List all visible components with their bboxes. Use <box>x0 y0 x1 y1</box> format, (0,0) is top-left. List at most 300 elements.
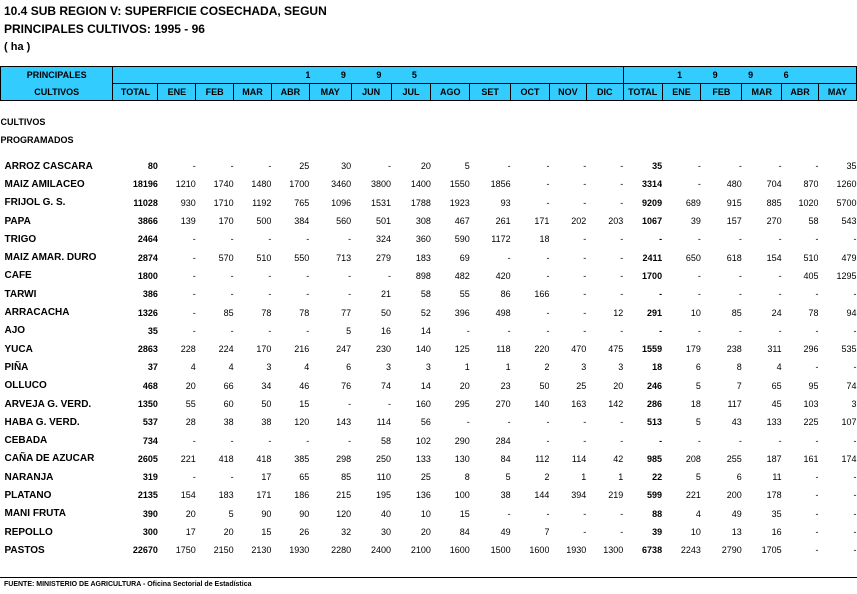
value-cell: 50 <box>539 380 550 391</box>
value-cell: 3 <box>425 362 431 373</box>
total-cell: 2605 <box>137 453 158 464</box>
section-heading-row <box>1 113 857 131</box>
value-cell: 77 <box>341 307 352 318</box>
value-cell: - <box>697 435 701 446</box>
header-1995-oct: OCT <box>511 84 550 101</box>
value-cell: 58 <box>420 289 431 300</box>
value-cell: - <box>348 234 352 245</box>
value-cell: 4 <box>304 362 310 373</box>
total-cell: 6738 <box>642 545 663 556</box>
value-cell: 224 <box>218 344 234 355</box>
table-row <box>1 431 857 449</box>
value-cell: 34 <box>261 380 272 391</box>
value-cell: 65 <box>299 472 310 483</box>
table-subtitle: PRINCIPALES CULTIVOS: 1995 - 96 <box>4 22 205 36</box>
value-cell: - <box>815 362 819 373</box>
total-cell: 468 <box>142 380 158 391</box>
value-cell: - <box>507 325 511 336</box>
value-cell: - <box>853 234 857 245</box>
header-1996-ene: ENE <box>662 84 701 101</box>
total-cell: 300 <box>142 527 158 538</box>
value-cell: - <box>583 161 587 172</box>
value-cell: - <box>583 307 587 318</box>
value-cell: - <box>853 472 857 483</box>
value-cell: 1930 <box>289 545 310 556</box>
value-cell: 50 <box>381 307 392 318</box>
total-cell: 18196 <box>132 179 158 190</box>
value-cell: 5 <box>695 472 701 483</box>
value-cell: - <box>348 270 352 281</box>
value-cell: 38 <box>223 417 234 428</box>
total-cell: 11028 <box>133 197 158 208</box>
total-cell: 291 <box>647 307 663 318</box>
value-cell: - <box>306 270 310 281</box>
value-cell: 3460 <box>331 179 352 190</box>
value-cell: 154 <box>766 252 782 263</box>
value-cell: 535 <box>841 344 857 355</box>
crop-name: PASTOS <box>4 544 45 556</box>
value-cell: 69 <box>459 252 470 263</box>
header-1995-ago: AGO <box>431 84 470 101</box>
value-cell: - <box>388 399 392 409</box>
value-cell: - <box>697 161 701 172</box>
value-cell: 2280 <box>331 545 352 556</box>
value-cell: 311 <box>767 344 782 355</box>
value-cell: - <box>620 417 624 428</box>
value-cell: 114 <box>376 417 392 428</box>
value-cell: 2 <box>544 362 550 373</box>
header-1995-feb: FEB <box>196 84 234 101</box>
value-cell: 1550 <box>449 179 470 190</box>
total-cell: 319 <box>142 472 158 483</box>
value-cell: 396 <box>454 307 470 318</box>
value-cell: - <box>546 325 550 336</box>
value-cell: - <box>192 270 196 281</box>
value-cell: 230 <box>375 344 392 355</box>
value-cell: 308 <box>415 216 431 227</box>
value-cell: 2130 <box>251 545 272 556</box>
value-cell: 1480 <box>251 179 272 190</box>
value-cell: 510 <box>803 252 819 263</box>
value-cell: 270 <box>766 216 782 227</box>
value-cell: 100 <box>454 490 470 501</box>
value-cell: 13 <box>731 527 742 538</box>
value-cell: 187 <box>766 453 782 464</box>
section-heading-row <box>1 131 857 149</box>
value-cell: 1 <box>618 472 624 483</box>
value-cell: 15 <box>459 508 470 519</box>
value-cell: - <box>620 197 624 208</box>
header-1995-mar: MAR <box>234 84 272 101</box>
crop-name: CEBADA <box>4 435 48 447</box>
value-cell: - <box>230 234 234 245</box>
value-cell: - <box>778 161 782 172</box>
value-cell: 133 <box>415 453 431 464</box>
value-cell: 1 <box>581 472 587 483</box>
value-cell: - <box>192 161 196 172</box>
crop-name: ARVEJA G. VERD. <box>4 398 92 410</box>
crop-name: AJO <box>4 325 26 337</box>
value-cell: - <box>546 197 550 208</box>
value-cell: 284 <box>495 435 511 446</box>
crop-name: MAIZ AMILACEO <box>4 178 85 190</box>
value-cell: - <box>546 307 550 318</box>
value-cell: - <box>583 325 587 336</box>
value-cell: - <box>348 399 352 409</box>
value-cell: 39 <box>690 216 701 227</box>
table-row <box>1 175 857 193</box>
total-cell: 1350 <box>137 399 158 409</box>
value-cell: - <box>620 289 624 300</box>
crop-area-table <box>0 66 857 560</box>
value-cell: 885 <box>766 197 782 208</box>
value-cell: - <box>583 252 587 263</box>
value-cell: 157 <box>726 216 742 227</box>
value-cell: - <box>738 435 742 446</box>
value-cell: - <box>697 289 701 300</box>
value-cell: 166 <box>534 289 550 300</box>
header-1995-ene: ENE <box>158 84 196 101</box>
value-cell: 479 <box>841 252 857 263</box>
value-cell: 216 <box>294 344 310 355</box>
crop-name: TARWI <box>4 288 37 300</box>
value-cell: 498 <box>495 307 511 318</box>
value-cell: 171 <box>256 490 272 501</box>
value-cell: 25 <box>299 161 310 172</box>
table-row <box>1 340 857 358</box>
value-cell: 1172 <box>491 234 511 245</box>
total-cell: 537 <box>142 417 158 428</box>
value-cell: 221 <box>180 453 196 464</box>
value-cell: 3 <box>851 399 857 409</box>
value-cell: 2790 <box>721 545 742 556</box>
crop-name: PLATANO <box>4 489 52 501</box>
value-cell: 174 <box>841 453 857 464</box>
value-cell: 405 <box>803 270 819 281</box>
total-cell: - <box>659 289 663 300</box>
value-cell: 5700 <box>836 197 857 208</box>
source-note: FUENTE: MINISTERIO DE AGRICULTURA - Oficina Sectorial de Estadística <box>4 581 252 588</box>
value-cell: - <box>815 472 819 483</box>
table-row <box>1 267 857 285</box>
value-cell: 247 <box>336 344 352 355</box>
value-cell: 74 <box>381 380 392 391</box>
value-cell: - <box>620 325 624 336</box>
value-cell: 40 <box>381 508 392 519</box>
value-cell: - <box>815 161 819 172</box>
value-cell: - <box>853 435 857 446</box>
total-cell: 39 <box>652 527 663 538</box>
value-cell: 1 <box>464 362 470 373</box>
crop-name: MAIZ AMAR. DURO <box>4 252 97 264</box>
table-row <box>1 303 857 321</box>
value-cell: - <box>230 289 234 300</box>
value-cell: 618 <box>726 252 742 263</box>
value-cell: 221 <box>685 490 701 501</box>
value-cell: - <box>192 435 196 446</box>
value-cell: 1 <box>505 362 511 373</box>
value-cell: 142 <box>608 399 624 409</box>
value-cell: 261 <box>495 216 511 227</box>
value-cell: - <box>507 252 511 263</box>
value-cell: 550 <box>294 252 310 263</box>
crop-name: FRIJOL G. S. <box>4 197 66 209</box>
value-cell: 1210 <box>175 179 196 190</box>
value-cell: - <box>815 234 819 245</box>
value-cell: 60 <box>223 399 234 409</box>
value-cell: 4 <box>228 362 234 373</box>
value-cell: 10 <box>690 307 701 318</box>
crop-name: ARROZ CASCARA <box>4 160 93 172</box>
value-cell: 120 <box>336 508 352 519</box>
value-cell: 144 <box>534 490 550 501</box>
value-cell: 84 <box>500 453 511 464</box>
value-cell: 38 <box>500 490 511 501</box>
value-cell: - <box>815 325 819 336</box>
total-cell: 286 <box>647 399 663 409</box>
table-row <box>1 505 857 523</box>
value-cell: 85 <box>223 307 234 318</box>
value-cell: 560 <box>336 216 352 227</box>
value-cell: - <box>620 252 624 263</box>
value-cell: - <box>583 417 587 428</box>
value-cell: 228 <box>180 344 196 355</box>
value-cell: 1531 <box>370 197 392 208</box>
table-row <box>1 212 857 230</box>
value-cell: 179 <box>685 344 701 355</box>
table-row <box>1 230 857 248</box>
value-cell: 220 <box>534 344 550 355</box>
value-cell: 1600 <box>449 545 470 556</box>
value-cell: 650 <box>685 252 701 263</box>
value-cell: 139 <box>180 216 196 227</box>
value-cell: 1740 <box>213 179 234 190</box>
total-cell: 3314 <box>642 179 663 190</box>
value-cell: - <box>192 307 196 318</box>
value-cell: 30 <box>381 527 392 538</box>
crop-name: PIÑA <box>4 361 29 373</box>
crop-name: ARRACACHA <box>4 307 70 319</box>
value-cell: 20 <box>185 508 196 519</box>
total-cell: 80 <box>147 161 158 172</box>
value-cell: 125 <box>454 344 470 355</box>
value-cell: - <box>348 435 352 446</box>
value-cell: 49 <box>731 508 742 519</box>
value-cell: - <box>815 545 819 556</box>
value-cell: 225 <box>803 417 819 428</box>
value-cell: 15 <box>299 399 310 409</box>
value-cell: - <box>192 472 196 483</box>
total-cell: - <box>659 325 663 336</box>
total-cell: 1559 <box>642 344 663 355</box>
value-cell: 90 <box>261 508 272 519</box>
header-year-1995: 1 9 9 5 <box>113 67 623 84</box>
value-cell: - <box>697 325 701 336</box>
value-cell: - <box>268 161 272 172</box>
value-cell: 1500 <box>490 545 511 556</box>
value-cell: 78 <box>261 307 272 318</box>
total-cell: 18 <box>652 362 663 373</box>
value-cell: 20 <box>185 380 196 391</box>
value-cell: - <box>192 234 196 245</box>
value-cell: 20 <box>420 527 431 538</box>
value-cell: 2 <box>544 472 550 483</box>
value-cell: 1700 <box>289 179 310 190</box>
value-cell: - <box>620 508 624 519</box>
value-cell: 107 <box>841 417 857 428</box>
value-cell: - <box>853 325 857 336</box>
value-cell: - <box>583 435 587 446</box>
value-cell: 6 <box>736 472 742 483</box>
value-cell: 20 <box>459 380 470 391</box>
value-cell: 5 <box>695 380 701 391</box>
crop-name: CAFE <box>4 270 32 282</box>
value-cell: - <box>192 325 196 336</box>
value-cell: - <box>306 234 310 245</box>
value-cell: - <box>583 179 587 190</box>
value-cell: 102 <box>415 435 431 446</box>
value-cell: - <box>697 234 701 245</box>
header-1995-dic: DIC <box>586 84 623 101</box>
value-cell: 178 <box>766 490 782 501</box>
value-cell: 30 <box>341 161 352 172</box>
value-cell: 2150 <box>213 545 234 556</box>
value-cell: 17 <box>185 527 196 538</box>
header-1995-nov: NOV <box>549 84 586 101</box>
value-cell: 84 <box>459 527 470 538</box>
total-cell: 88 <box>652 508 663 519</box>
header-row-years <box>1 67 857 84</box>
value-cell: - <box>546 270 550 281</box>
value-cell: - <box>815 490 819 501</box>
value-cell: - <box>348 289 352 300</box>
total-cell: 9209 <box>642 197 663 208</box>
header-row-months <box>1 84 857 101</box>
value-cell: 86 <box>500 289 511 300</box>
value-cell: 56 <box>420 417 431 428</box>
value-cell: 5 <box>464 161 470 172</box>
total-cell: 985 <box>647 453 663 464</box>
value-cell: 170 <box>218 216 234 227</box>
value-cell: 385 <box>294 453 310 464</box>
value-cell: - <box>620 270 624 281</box>
value-cell: 186 <box>294 490 310 501</box>
value-cell: 5 <box>505 472 511 483</box>
value-cell: 26 <box>299 527 310 538</box>
value-cell: 1750 <box>175 545 196 556</box>
crop-name: PAPA <box>4 215 31 227</box>
value-cell: 543 <box>841 216 857 227</box>
header-1995-jul: JUL <box>391 84 431 101</box>
value-cell: 480 <box>726 179 742 190</box>
value-cell: - <box>546 161 550 172</box>
value-cell: - <box>778 289 782 300</box>
value-cell: - <box>507 161 511 172</box>
value-cell: 117 <box>727 399 742 409</box>
value-cell: 42 <box>613 453 624 464</box>
value-cell: 418 <box>256 453 272 464</box>
table-row <box>1 413 857 431</box>
value-cell: 4 <box>776 362 782 373</box>
crop-name: HABA G. VERD. <box>4 416 80 428</box>
total-cell: 2874 <box>137 252 158 263</box>
table-row <box>1 285 857 303</box>
value-cell: 183 <box>415 252 431 263</box>
value-cell: 418 <box>218 453 234 464</box>
header-1996-may: MAY <box>818 84 856 101</box>
value-cell: 18 <box>690 399 701 409</box>
total-cell: 1800 <box>137 270 158 281</box>
value-cell: 58 <box>381 435 392 446</box>
header-1996-feb: FEB <box>701 84 742 101</box>
value-cell: 76 <box>341 380 352 391</box>
value-cell: 689 <box>685 197 701 208</box>
value-cell: 65 <box>771 380 782 391</box>
value-cell: - <box>738 270 742 281</box>
total-cell: 37 <box>147 362 158 373</box>
value-cell: 21 <box>381 289 392 300</box>
value-cell: 3 <box>618 362 624 373</box>
value-cell: 52 <box>420 307 431 318</box>
value-cell: 295 <box>454 399 470 409</box>
value-cell: 11 <box>772 472 782 483</box>
total-cell: 2464 <box>137 234 158 245</box>
total-cell: 22 <box>652 472 663 483</box>
table-row <box>1 468 857 486</box>
table-row <box>1 395 857 413</box>
value-cell: 7 <box>736 380 742 391</box>
value-cell: 570 <box>218 252 234 263</box>
value-cell: - <box>306 435 310 446</box>
header-1995-jun: JUN <box>351 84 391 101</box>
header-year-1996: 1 9 9 6 <box>623 67 856 84</box>
value-cell: 2243 <box>680 545 701 556</box>
value-cell: 255 <box>726 453 742 464</box>
value-cell: - <box>583 527 587 538</box>
value-cell: 470 <box>571 344 587 355</box>
value-cell: 394 <box>571 490 587 501</box>
value-cell: - <box>268 270 272 281</box>
value-cell: 103 <box>803 399 819 409</box>
value-cell: 930 <box>180 197 196 208</box>
value-cell: 8 <box>464 472 470 483</box>
value-cell: - <box>697 179 701 190</box>
value-cell: 501 <box>375 216 392 227</box>
value-cell: - <box>466 417 470 428</box>
table-row <box>1 541 857 559</box>
value-cell: 114 <box>571 453 587 464</box>
header-1996-mar: MAR <box>742 84 782 101</box>
value-cell: 296 <box>803 344 819 355</box>
total-cell: 599 <box>647 490 663 501</box>
value-cell: 20 <box>420 161 431 172</box>
header-crop-label-2: CULTIVOS <box>1 84 113 101</box>
total-cell: 2863 <box>137 344 158 355</box>
value-cell: 360 <box>415 234 431 245</box>
value-cell: 170 <box>256 344 272 355</box>
value-cell: 161 <box>803 453 819 464</box>
value-cell: - <box>306 289 310 300</box>
crop-name: OLLUCO <box>4 380 47 392</box>
table-row <box>1 450 857 468</box>
value-cell: 482 <box>454 270 470 281</box>
value-cell: 143 <box>336 417 352 428</box>
value-cell: 215 <box>336 490 352 501</box>
value-cell: 6 <box>346 362 352 373</box>
crop-name: TRIGO <box>4 233 37 245</box>
value-cell: - <box>738 234 742 245</box>
footer-divider <box>0 577 857 578</box>
